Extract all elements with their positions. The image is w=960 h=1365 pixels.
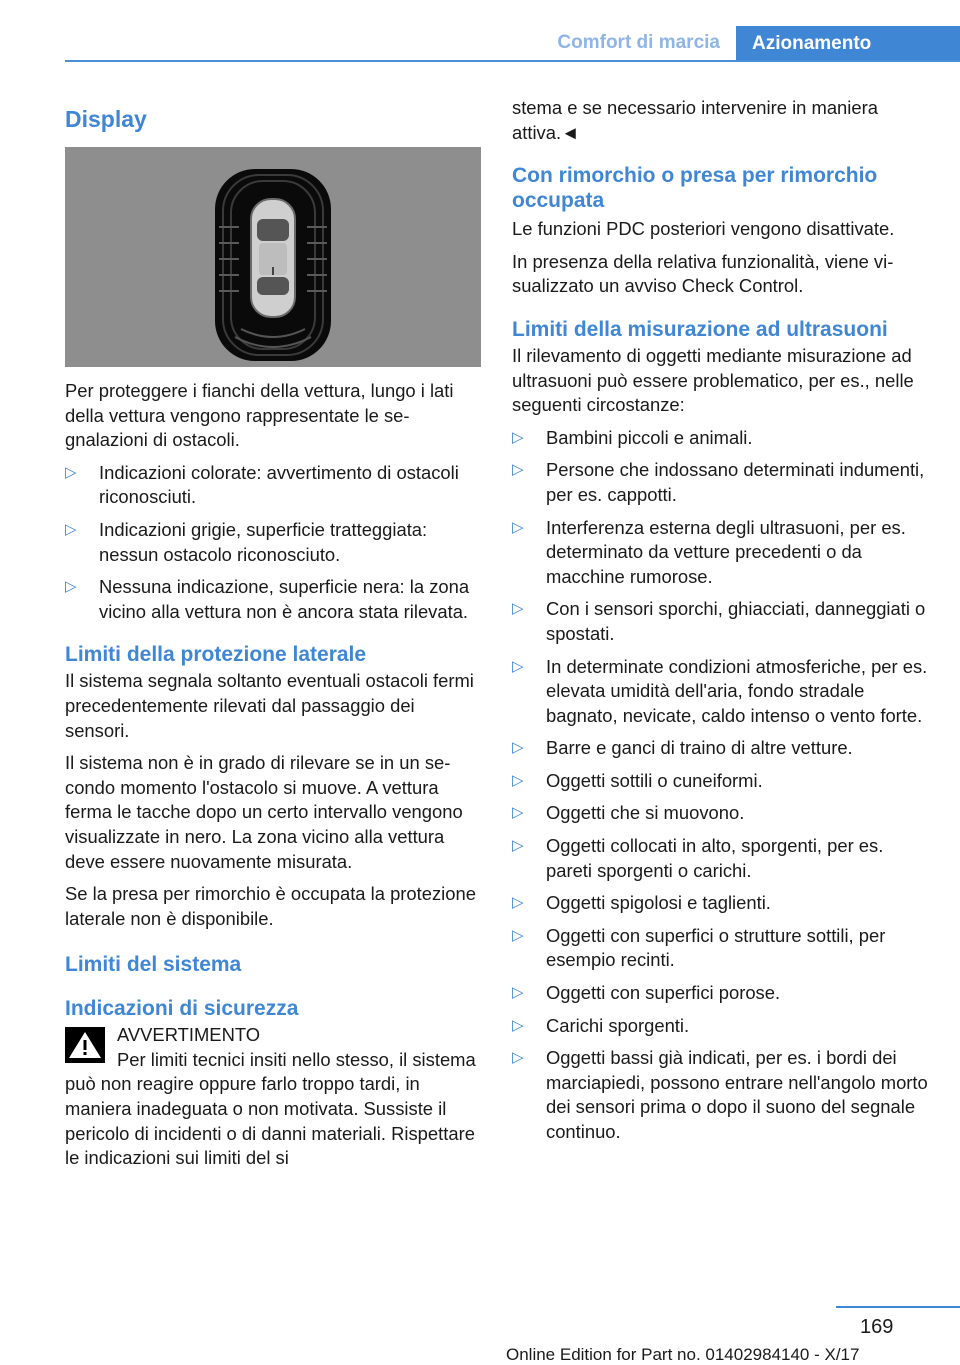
side-limits-paragraph-2: Il sistema non è in grado di rilevare se in un secondo momento l'ostacolo si muove. A vettura ferma le tacche dopo un certo intervallo vengono visualizzate in nero. La zona vicino alla vettura deve essere nuovamente misurata.: [65, 752, 463, 872]
heading-side-protection-limits: Limiti della protezione laterale: [65, 643, 367, 667]
warning-title: AVVERTIMENTO: [117, 1024, 261, 1046]
list-item: ▷ In determinate condizioni atmosferiche, per es. elevata umidità dell'aria, fondo stradale bagnato, nevicate, caldo intenso o vento forte.: [512, 655, 928, 726]
triangle-right-icon: ▷: [512, 739, 524, 757]
heading-safety-notes: Indicazioni di sicurezza: [65, 997, 299, 1021]
triangle-right-icon: ▷: [65, 463, 77, 481]
list-item: ▷ Interferenza esterna degli ultrasuoni, per es. determinato da vetture precedenti o da macchine rumorose.: [512, 516, 906, 587]
triangle-right-icon: ▷: [512, 1049, 524, 1067]
list-item: ▷ Indicazioni colorate: avvertimento di ostacoli riconosciuti.: [65, 461, 459, 508]
triangle-right-icon: ▷: [512, 804, 524, 822]
triangle-right-icon: ▷: [65, 520, 77, 538]
list-item: ▷ Nessuna indicazione, superficie nera: la zona vicino alla vettura non è ancora stata rilevata.: [65, 576, 470, 622]
header-rule: [65, 60, 960, 62]
warning-triangle-icon: [65, 1027, 105, 1063]
warning-text: Per limiti tecnici insiti nello stesso, il sistema può non reagire oppure farlo troppo tardi, in maniera inadeguata o non motivata. Sussiste il pericolo di incidenti o di danni materiali. Rispettare le indicazioni sui limiti del si: [65, 1048, 476, 1169]
header-section-tab: Comfort di marcia: [557, 32, 720, 53]
ultrasound-list: [512, 426, 930, 1145]
triangle-right-icon: ▷: [65, 578, 77, 596]
list-item: ▷ Oggetti sottili o cuneiformi.: [512, 769, 930, 794]
triangle-right-icon: ▷: [512, 600, 524, 618]
parking-display-figure: [65, 147, 481, 367]
triangle-right-icon: ▷: [512, 657, 524, 675]
triangle-right-icon: ▷: [512, 894, 524, 912]
triangle-right-icon: ▷: [512, 428, 524, 446]
list-item: ▷ Oggetti con superfici porose.: [512, 981, 930, 1006]
side-limits-paragraph-3: Se la presa per rimorchio è occupata la protezione laterale non è disponibile.: [65, 883, 476, 929]
list-item: ▷ Con i sensori sporchi, ghiacciati, danneggiati o spostati.: [512, 598, 926, 644]
footer-edition: Online Edition for Part no. 01402984140 - X/17: [506, 1345, 860, 1364]
triangle-right-icon: ▷: [512, 518, 524, 536]
list-item: ▷ Carichi sporgenti.: [512, 1014, 930, 1039]
triangle-right-icon: ▷: [512, 926, 524, 944]
triangle-right-icon: ▷: [512, 984, 524, 1002]
heading-display: Display: [65, 106, 147, 132]
page-number: 169: [860, 1316, 894, 1338]
triangle-right-icon: ▷: [512, 771, 524, 789]
triangle-right-icon: ▷: [512, 461, 524, 479]
car-top-view-icon: [65, 147, 481, 367]
footer-rule: [836, 1306, 960, 1308]
list-item: ▷ Oggetti che si muovono.: [512, 801, 930, 826]
ultrasound-paragraph: Il rilevamento di oggetti mediante misurazione ad ultrasuoni può essere problematico, per es., nelle seguenti circostanze:: [512, 344, 914, 416]
right-column: [512, 96, 930, 1153]
list-item: ▷ Barre e ganci di traino di altre vetture.: [512, 736, 930, 761]
list-item: ▷ Bambini piccoli e animali.: [512, 426, 930, 451]
list-item: ▷ Indicazioni grigie, superficie tratteggiata: nessun ostacolo riconosciuto.: [65, 518, 428, 565]
list-item: ▷ Oggetti collocati in alto, sporgenti, per es. pareti sporgenti o carichi.: [512, 835, 884, 881]
triangle-right-icon: ▷: [512, 837, 524, 855]
display-list: [65, 461, 481, 625]
list-item: ▷ Persone che indossano determinati indumenti, per es. cappotti.: [512, 459, 925, 505]
side-limits-paragraph-1: Il sistema segnala soltanto eventuali ostacoli fermi precedentemente rilevati dal passaggio dei sensori.: [65, 670, 474, 741]
heading-ultrasound-limits: Limiti della misurazione ad ultrasuoni: [512, 317, 888, 341]
header-chapter-tab: Azionamento: [736, 26, 960, 62]
continuation-paragraph: stema e se necessario intervenire in maniera attiva.◄: [512, 97, 878, 143]
heading-trailer: Con rimorchio o presa per rimorchio occupata: [512, 164, 878, 213]
triangle-right-icon: ▷: [512, 1016, 524, 1034]
left-column: [65, 96, 481, 1171]
trailer-paragraph-2: In presenza della relativa funzionalità, viene visualizzato un avviso Check Control.: [512, 250, 894, 297]
heading-system-limits: Limiti del sistema: [65, 953, 242, 977]
list-item: ▷ Oggetti bassi già indicati, per es. i bordi dei marciapiedi, possono entrare nell'angolo morto dei sensori prima o dopo il suono del segnale continuo.: [512, 1047, 928, 1142]
trailer-paragraph-1: Le funzioni PDC posteriori vengono disattivate.: [512, 218, 895, 240]
warning-block: [65, 1023, 481, 1171]
list-item: ▷ Oggetti spigolosi e taglienti.: [512, 891, 930, 916]
display-paragraph: Per proteggere i fianchi della vettura, lungo i lati della vettura vengono rappresentate le segnalazioni di ostacoli.: [65, 380, 454, 451]
list-item: ▷ Oggetti con superfici o strutture sottili, per esempio recinti.: [512, 924, 886, 971]
